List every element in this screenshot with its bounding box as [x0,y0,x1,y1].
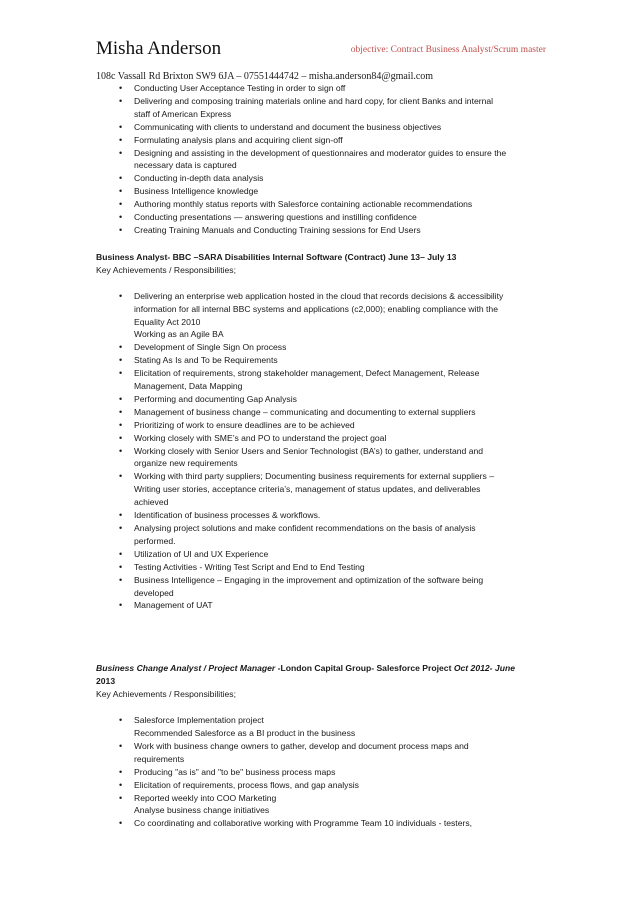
list-item-line: Co coordinating and collaborative working with Programme Team 10 individuals - testers, [134,818,473,829]
list-item-line: organize new requirements [134,458,238,469]
list-item-line: Identification of business processes & workflows. [134,510,321,521]
list-item [96,522,546,548]
list-item-line: Business Intelligence – Engaging in the improvement and optimization of the software being [134,574,484,585]
bullet-icon: • [119,83,123,93]
list-item [96,198,546,211]
bullet-icon: • [119,134,123,145]
list-item-line: Communicating with clients to understand and document the business objectives [134,121,442,132]
list-item-line: Recommended Salesforce as a BI product in the business [134,727,356,738]
list-item [96,599,546,612]
list-item-line: Utilization of UI and UX Experience [134,548,269,559]
bullet-icon: • [119,432,123,443]
section2-title-dates: Oct 2012- June [453,663,515,674]
bullet-icon: • [119,186,123,197]
bullet-icon: • [119,212,123,223]
bullet-icon: • [119,406,123,417]
list-item-line: Conducting in-depth data analysis [134,173,264,184]
list-item-line: Writing user stories, acceptance criteria’s, management of status updates, and deliverables [134,484,481,495]
list-item-line: Management, Data Mapping [134,381,243,392]
section2-subtitle: Key Achievements / Responsibilities; [96,689,236,700]
list-item-line: Conducting User Acceptance Testing in order to sign off [134,83,346,93]
bullet-icon: • [119,393,123,404]
list-item [96,393,546,406]
list-item-line: Working closely with SME’s and PO to understand the project goal [134,432,387,443]
bullet-icon: • [119,290,123,301]
list-item [96,406,546,419]
bullet-icon: • [119,510,123,521]
list-item [96,432,546,445]
bullet-icon: • [119,574,123,585]
list-item-line: Stating As Is and To be Requirements [134,355,278,366]
bullet-icon: • [119,715,123,726]
list-item [96,419,546,432]
list-item [96,185,546,198]
list-item [96,95,546,121]
list-item [96,792,546,818]
list-item-line: Business Intelligence knowledge [134,186,259,197]
list-item-line: Prioritizing of work to ensure deadlines are to be achieved [134,419,355,430]
list-item [96,134,546,147]
list-item-line: Working closely with Senior Users and Senior Technologist (BA’s) to gather, understand and [134,445,484,456]
list-item [96,714,546,740]
list-item [96,779,546,792]
bullet-icon: • [119,355,123,366]
list-item [96,290,546,342]
list-item-line: Performing and documenting Gap Analysis [134,393,297,404]
list-item-line: information for all internal BBC systems and applications (c2,000); enabling compliance with the [134,303,498,314]
list-item-line: Equality Act 2010 [134,316,201,327]
bullet-icon: • [119,445,123,456]
list-item-line: Designing and assisting in the development of questionnaires and moderator guides to ensure the [134,147,507,158]
list-item [96,172,546,185]
list-item [96,341,546,354]
section2-list [96,714,546,830]
bullet-icon: • [119,342,123,353]
list-item-line: requirements [134,753,185,764]
bullet-icon: • [119,548,123,559]
list-item [96,817,546,830]
list-item-line: Elicitation of requirements, strong stakeholder management, Defect Management, Release [134,368,480,379]
list-item-line: Elicitation of requirements, process flows, and gap analysis [134,779,359,790]
list-item-line: Creating Training Manuals and Conducting Training sessions for End Users [134,224,421,235]
resume-content [96,82,546,830]
list-item-line: Working as an Agile BA [134,329,224,340]
bullet-icon: • [119,95,123,106]
list-item-line: necessary data is captured [134,160,237,171]
bullet-icon: • [119,779,123,790]
bullet-icon: • [119,766,123,777]
list-item-line: Work with business change owners to gather, develop and document process maps and [134,740,469,751]
list-item [96,548,546,561]
list-item [96,354,546,367]
list-item [96,367,546,393]
bullet-icon: • [119,173,123,184]
resume-header [96,38,546,62]
list-item [96,740,546,766]
list-item-line: Salesforce Implementation project [134,715,264,726]
list-item [96,121,546,134]
candidate-name: Misha Anderson [96,38,222,59]
list-item-line: Testing Activities - Writing Test Script and End to End Testing [134,561,365,572]
section2-title-role: Business Change Analyst / Project Manager [96,663,276,674]
list-item-line: Management of UAT [134,600,213,611]
list-item-line: achieved [134,497,169,508]
list-item-line: Reported weekly into COO Marketing [134,792,277,803]
contact-line: 108c Vassall Rd Brixton SW9 6JA – 07551444742 – misha.anderson84@gmail.com [96,71,434,82]
list-item-line: Management of business change – communicating and documenting to external suppliers [134,406,476,417]
bullet-icon: • [119,740,123,751]
section1-subtitle: Key Achievements / Responsibilities; [96,264,236,275]
list-item-line: performed. [134,535,176,546]
bullet-icon: • [119,419,123,430]
bullet-icon: • [119,471,123,482]
list-item [96,82,546,95]
bullet-icon: • [119,561,123,572]
bullet-icon: • [119,600,123,611]
list-item-line: Analysing project solutions and make confident recommendations on the basis of analysis [134,523,476,533]
bullet-icon: • [119,818,123,829]
bullet-icon: • [119,147,123,158]
section1-list [96,290,546,613]
section1-title: Business Analyst- BBC –SARA Disabilities Internal Software (Contract) June 13– July 13 [96,251,457,262]
list-item [96,561,546,574]
list-item [96,574,546,600]
bullet-icon: • [119,224,123,235]
bullet-icon: • [119,792,123,803]
list-item [96,445,546,471]
list-item-line: Development of Single Sign On process [134,342,287,353]
section2-title-year: 2013 [96,676,116,687]
section2-title-company: -London Capital Group- Salesforce Project [275,663,454,674]
bullet-icon: • [119,199,123,210]
list-item-line: staff of American Express [134,108,232,119]
list-item-line: Producing "as is" and "to be" business process maps [134,766,336,777]
section2-title [96,662,546,688]
list-item [96,147,546,173]
list-item-line: developed [134,587,174,598]
list-item [96,470,546,509]
list-item-line: Working with third party suppliers; Documenting business requirements for external suppliers – [134,471,494,482]
list-item-line: Conducting presentations — answering questions and instilling confidence [134,212,417,223]
bullet-icon: • [119,523,123,533]
bullet-icon: • [119,121,123,132]
list-item-line: Analyse business change initiatives [134,805,270,816]
list-item-line: Delivering an enterprise web application hosted in the cloud that records decisions & accessibility [134,290,504,301]
list-item [96,766,546,779]
list-item-line: Authoring monthly status reports with Salesforce containing actionable recommendations [134,199,473,210]
list-item [96,509,546,522]
list-item [96,211,546,224]
bullet-icon: • [119,368,123,379]
list-item-line: Delivering and composing training materials online and hard copy, for client Banks and internal [134,95,494,106]
objective-text: objective: Contract Business Analyst/Scrum master [350,45,546,55]
list-item [96,224,546,237]
summary-list [96,82,546,237]
list-item-line: Formulating analysis plans and acquiring client sign-off [134,134,343,145]
